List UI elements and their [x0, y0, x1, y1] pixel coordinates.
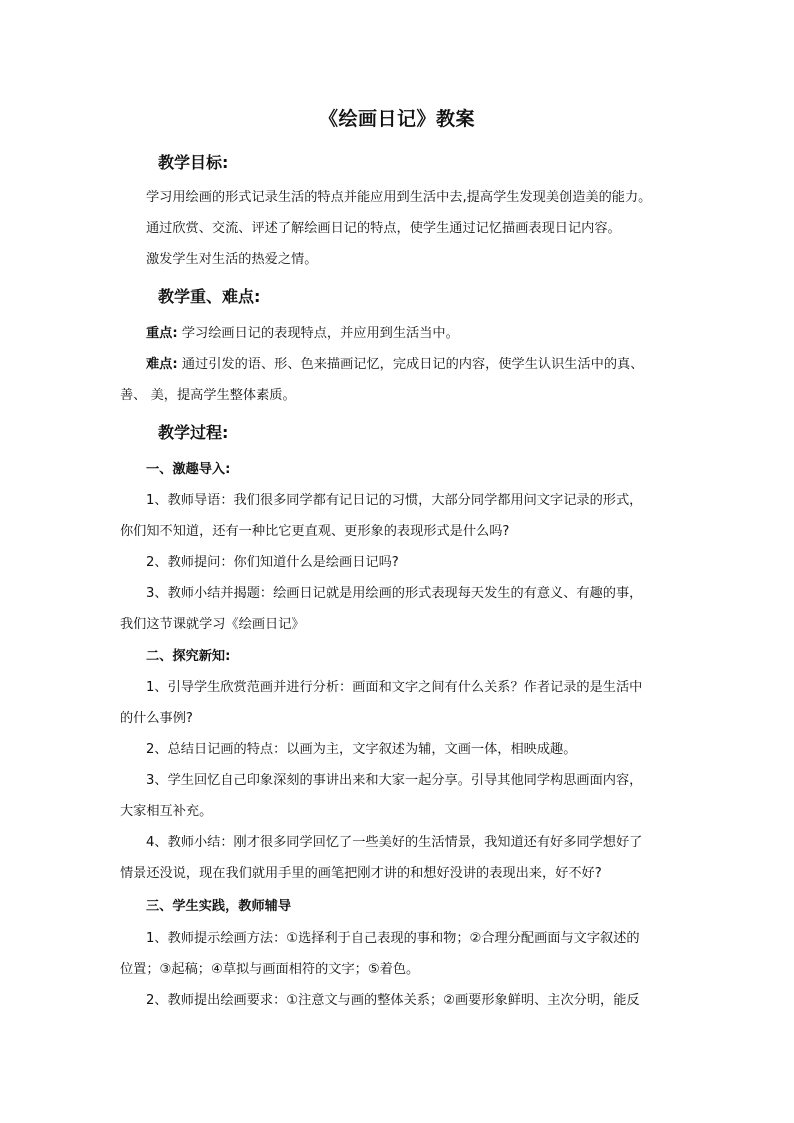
- paragraph-line: 4、教师小结：刚才很多同学回忆了一些美好的生活情景，我知道还有好多同学想好了: [146, 835, 643, 850]
- paragraph-line: 大家相互补充。: [120, 804, 213, 819]
- paragraph-line: 情景还没说，现在我们就用手里的画笔把刚才讲的和想好没讲的表现出来，好不好?: [120, 866, 602, 881]
- key-text: 学习绘画日记的表现特点，并应用到生活当中。: [177, 326, 459, 341]
- section-title: 二、探究新知:: [146, 649, 231, 664]
- heading-process: 教学过程:: [158, 423, 229, 442]
- paragraph-line: 我们这节课就学习《绘画日记》: [120, 617, 305, 632]
- difficulty-line-cont: 善、 美，提高学生整体素质。: [120, 388, 296, 403]
- paragraph-line: 2、总结日记画的特点：以画为主，文字叙述为辅，文画一体，相映成趣。: [146, 742, 577, 757]
- objective-line: 激发学生对生活的热爱之情。: [146, 252, 318, 267]
- paragraph-line: 3、学生回忆自己印象深刻的事讲出来和大家一起分享。引导其他同学构思画面内容，: [146, 773, 643, 788]
- paragraph-line: 2、教师提问：你们知道什么是绘画日记吗?: [146, 555, 399, 570]
- difficulty-line: [146, 353, 643, 372]
- section-title: 一、激趣导入:: [146, 462, 231, 477]
- key-label: 重点:: [146, 326, 178, 341]
- objective-line: 通过欣赏、交流、评述了解绘画日记的特点，使学生通过记忆描画表现日记内容。: [146, 221, 621, 236]
- paragraph-line: 1、教师导语：我们很多同学都有记日记的习惯，大部分同学都用问文字记录的形式，: [146, 493, 643, 508]
- heading-keypoints: 教学重、难点:: [158, 287, 261, 306]
- difficulty-text: 通过引发的语、形、色来描画记忆，完成日记的内容，使学生认识生活中的真、: [177, 357, 644, 372]
- paragraph-line: 位置；③起稿；④草拟与画面相符的文字；⑤着色。: [120, 962, 420, 977]
- paragraph-line: 你们知不知道，还有一种比它更直观、更形象的表现形式是什么吗?: [120, 524, 510, 539]
- difficulty-label: 难点:: [146, 357, 178, 372]
- paragraph-line: 的什么事例?: [120, 711, 193, 726]
- keypoint-line: [146, 322, 459, 341]
- paragraph-line: 1、引导学生欣赏范画并进行分析：画面和文字之间有什么关系？作者记录的是生活中: [146, 680, 643, 695]
- heading-objectives: 教学目标:: [158, 153, 229, 172]
- objective-line: 学习用绘画的形式记录生活的特点并能应用到生活中去,提高学生发现美创造美的能力。: [146, 190, 652, 205]
- paragraph-line: 3、教师小结并揭题：绘画日记就是用绘画的形式表现每天发生的有意义、有趣的事，: [146, 586, 643, 601]
- section-title: 三、学生实践，教师辅导: [146, 899, 292, 914]
- paragraph-line: 1、教师提示绘画方法：①选择利于自己表现的事和物；②合理分配画面与文字叙述的: [146, 931, 640, 946]
- paragraph-line: 2、教师提出绘画要求：①注意文与画的整体关系；②画要形象鲜明、主次分明，能反: [146, 993, 640, 1008]
- doc-title: 《绘画日记》教案: [318, 108, 475, 130]
